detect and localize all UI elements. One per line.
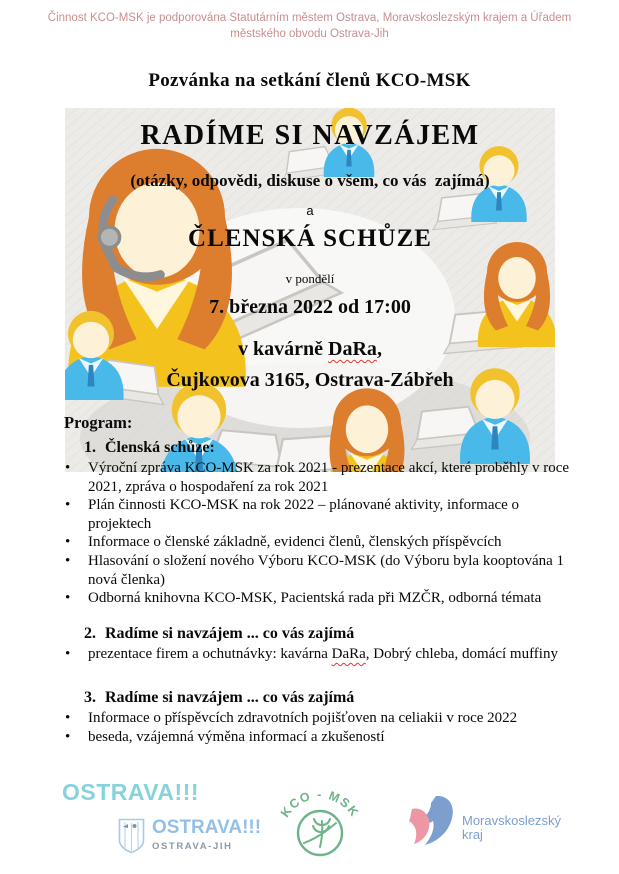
program-heading: Program: bbox=[64, 413, 133, 432]
program-section-1-heading bbox=[62, 438, 572, 458]
list-item bbox=[62, 645, 572, 664]
venue-prefix: v kavárně bbox=[238, 338, 329, 360]
ostrava-jih-text bbox=[152, 818, 261, 852]
poster-headline: RADÍME SI NAVZÁJEM bbox=[140, 120, 480, 151]
list-item-text: beseda, vzájemná výměna informací a zkušeností bbox=[88, 728, 385, 745]
list-item-text: Odborná knihovna KCO-MSK, Pacientská rada při MZČR, odborná témata bbox=[88, 590, 542, 607]
msk-logo-text bbox=[462, 814, 561, 842]
list-item bbox=[62, 709, 572, 728]
program-section-2-heading bbox=[62, 624, 572, 644]
list-item bbox=[62, 533, 572, 552]
bullet-icon: • bbox=[65, 645, 71, 662]
list-item bbox=[62, 728, 572, 747]
support-note bbox=[0, 10, 619, 42]
section-title: Radíme si navzájem ... co vás zajímá bbox=[105, 624, 355, 642]
list-item bbox=[62, 552, 572, 589]
ostrava-jih-shield-icon bbox=[118, 818, 145, 854]
bullet-icon: • bbox=[65, 552, 71, 569]
list-item-text: Hlasování o složení nového Výboru KCO-MSK (do Výboru byla kooptována 1 nová členka) bbox=[88, 552, 565, 588]
msk-logo-line2: kraj bbox=[462, 827, 483, 842]
page-title: Pozvánka na setkání členů KCO-MSK bbox=[148, 70, 471, 91]
list-item bbox=[62, 459, 572, 496]
kco-msk-logo bbox=[276, 785, 364, 864]
poster-headline2: ČLENSKÁ SCHŮZE bbox=[188, 225, 432, 252]
support-note-line1: Činnost KCO-MSK je podporována Statutárním městem Ostrava, Moravskoslezským krajem a Úřadem bbox=[47, 12, 572, 24]
msk-emblem-icon bbox=[406, 794, 456, 848]
program-section-3-heading bbox=[62, 688, 572, 708]
ostrava-jih-district: OSTRAVA-JIH bbox=[152, 841, 233, 852]
venue-name-misspelled: DaRa bbox=[328, 338, 377, 360]
poster-subheadline: (otázky, odpovědi, diskuse o všem, co vás zajímá) bbox=[130, 171, 490, 190]
msk-logo-line1: Moravskoslezský bbox=[462, 813, 561, 828]
list-item-text: prezentace firem a ochutnávky: kavárna DaRa, Dobrý chleba, domácí muffiny bbox=[88, 645, 558, 662]
bullet-icon: • bbox=[65, 534, 71, 551]
section-number: 1. bbox=[84, 439, 96, 456]
meeting-clipart-poster bbox=[65, 108, 555, 472]
poster-venue bbox=[65, 338, 555, 361]
poster-datetime: 7. března 2022 od 17:00 bbox=[209, 296, 411, 318]
bullet-icon: • bbox=[65, 497, 71, 514]
svg-text:KCO - MSK: KCO - MSK bbox=[278, 787, 362, 820]
list-item-text: Plán činnosti KCO-MSK na rok 2022 – plánované aktivity, informace o projektech bbox=[88, 497, 520, 532]
list-item-text: Informace o příspěvcích zdravotních pojišťoven na celiakii v roce 2022 bbox=[88, 710, 518, 727]
poster-conjunction: a bbox=[306, 203, 314, 218]
list-item-text: Informace o členské základně, evidenci členů, členských příspěvcích bbox=[88, 534, 502, 551]
moravskoslezsky-kraj-logo bbox=[406, 794, 561, 848]
support-note-line2: městského obvodu Ostrava-Jih bbox=[230, 28, 389, 40]
section-number: 2. bbox=[84, 624, 96, 642]
list-item-text: Výroční zpráva KCO-MSK za rok 2021 - prezentace akcí, které proběhly v roce 2021, zpráva o hospodaření za rok 2021 bbox=[88, 460, 570, 495]
kco-msk-gluten-free-icon bbox=[276, 785, 364, 859]
ostrava-jih-logo bbox=[118, 818, 261, 854]
bullet-icon: • bbox=[65, 728, 71, 745]
program-list bbox=[62, 438, 572, 747]
people-meeting-illustration bbox=[65, 108, 555, 472]
misspelled-word: DaRa bbox=[331, 645, 366, 662]
list-item bbox=[62, 589, 572, 608]
program-section-3-items bbox=[62, 709, 572, 746]
bullet-icon: • bbox=[65, 590, 71, 607]
program-section-1-items bbox=[62, 459, 572, 608]
poster-weekday: v pondělí bbox=[285, 271, 335, 286]
program-section-2-items bbox=[62, 645, 572, 664]
section-title: Členská schůze: bbox=[105, 439, 215, 456]
venue-suffix: , bbox=[376, 338, 382, 360]
bullet-icon: • bbox=[65, 710, 71, 727]
list-item bbox=[62, 496, 572, 533]
ostrava-logo: OSTRAVA!!! bbox=[62, 779, 200, 805]
section-title: Radíme si navzájem ... co vás zajímá bbox=[105, 689, 355, 707]
section-number: 3. bbox=[84, 689, 96, 707]
bullet-icon: • bbox=[65, 460, 71, 476]
poster-address: Čujkovova 3165, Ostrava-Zábřeh bbox=[166, 369, 454, 391]
ostrava-jih-wordmark: OSTRAVA!!! bbox=[152, 817, 262, 838]
